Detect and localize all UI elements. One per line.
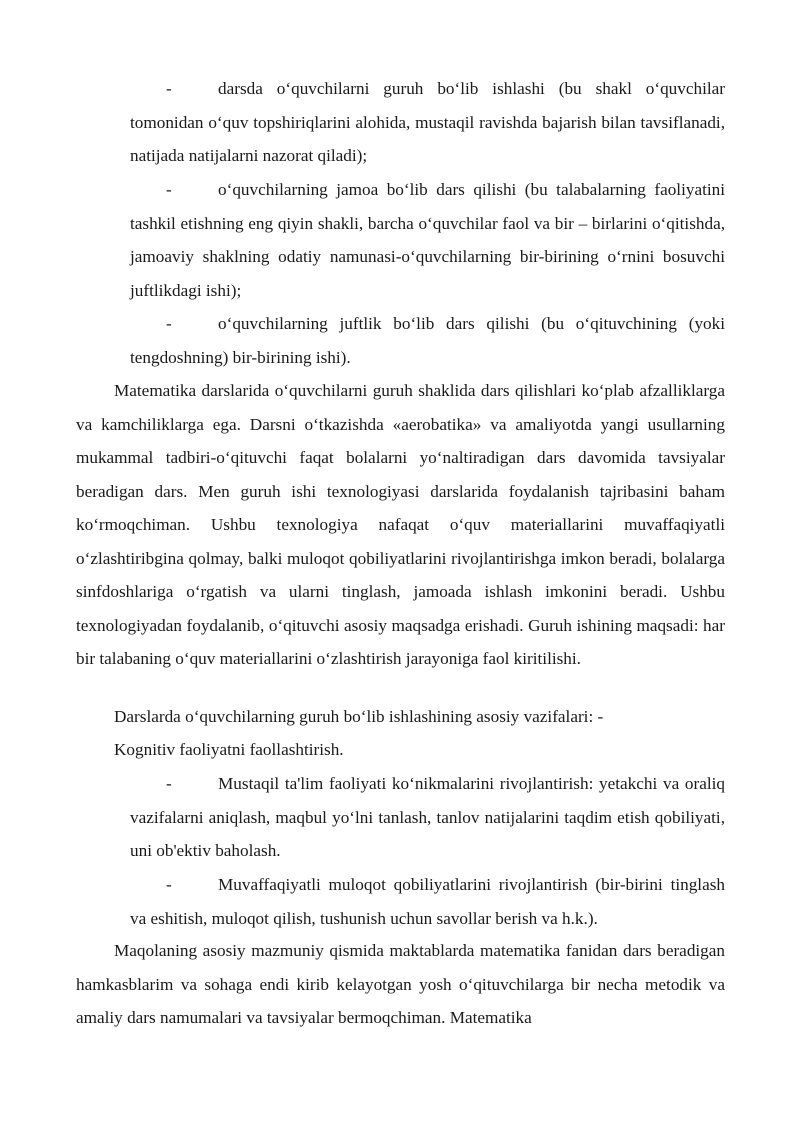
list-item-text: o‘quvchilarning jamoa bo‘lib dars qilishi (bu talabalarning faoliyatini tashkil etishning eng qiyin shakli, barcha o‘quvchilar faol va bir – birlarini o‘qitishda, jamoaviy shaklning odatiy namunasi-o‘quvchilarning bir-birining o‘rnini bosuvchi juftlikdagi ishi); — [130, 180, 725, 300]
bullet-dash: - — [166, 180, 172, 199]
list-item-text: Muvaffaqiyatli muloqot qobiliyatlarini rivojlantirish (bir-birini tinglash va eshitish, muloqot qilish, tushunish uchun savollar berish va h.k.). — [130, 875, 725, 928]
list-item — [130, 868, 725, 935]
section-heading-line: Darslarda o‘quvchilarning guruh bo‘lib ishlashining asosiy vazifalari: - — [114, 707, 604, 726]
section-line: Kognitiv faoliyatni faollashtirish. — [114, 740, 344, 759]
list-item-text: Mustaqil ta'lim faoliyati ko‘nikmalarini rivojlantirish: yetakchi va oraliq vazifalarni aniqlash, maqbul yo‘lni tanlash, tanlov natijalarini taqdim etish qobiliyati, uni ob'ektiv baholash. — [130, 774, 725, 860]
bullet-dash: - — [166, 314, 172, 333]
list-item — [130, 173, 725, 307]
list-item — [130, 767, 725, 868]
bullet-dash: - — [166, 875, 172, 894]
bullet-dash: - — [166, 774, 172, 793]
bullet-dash: - — [166, 79, 172, 98]
list-item — [130, 307, 725, 374]
body-paragraph: Matematika darslarida o‘quvchilarni guruh shaklida dars qilishlari ko‘plab afzalliklarga va kamchiliklarga ega. Darsni o‘tkazishda «aerobatika» va amaliyotda yangi usullarning mukammal tadbiri-o‘qituvchi faqat bolalarni yo‘naltiradigan dars davomida tavsiyalar beradigan dars. Men guruh ishi texnologiyasi darslarida foydalanish tajribasini baham ko‘rmoqchiman. Ushbu texnologiya nafaqat o‘quv materiallarini muvaffaqiyatli o‘zlashtiribgina qolmay, balki muloqot qobiliyatlarini rivojlantirishga imkon beradi, bolalarga sinfdoshlariga o‘rgatish va ularni tinglash, jamoada ishlash imkonini beradi. Ushbu texnologiyadan foydalanib, o‘qituvchi asosiy maqsadga erishadi. Guruh ishining maqsadi: har bir talabaning o‘quv materiallarini o‘zlashtirish jarayoniga faol kiritilishi. — [76, 381, 725, 668]
list-item — [130, 72, 725, 173]
list-item-text: o‘quvchilarning juftlik bo‘lib dars qilishi (bu o‘qituvchining (yoki tengdoshning) bir-birining ishi). — [130, 314, 725, 367]
list-item-text: darsda o‘quvchilarni guruh bo‘lib ishlashi (bu shakl o‘quvchilar tomonidan o‘quv topshiriqlarini alohida, mustaqil ravishda bajarish bilan tavsiflanadi, natijada natijalarni nazorat qiladi); — [130, 79, 725, 165]
body-paragraph: Maqolaning asosiy mazmuniy qismida maktablarda matematika fanidan dars beradigan hamkasblarim va sohaga endi kirib kelayotgan yosh o‘qituvchilarga bir necha metodik va amaliy dars namumalari va tavsiyalar bermoqchiman. Matematika — [76, 941, 725, 1027]
